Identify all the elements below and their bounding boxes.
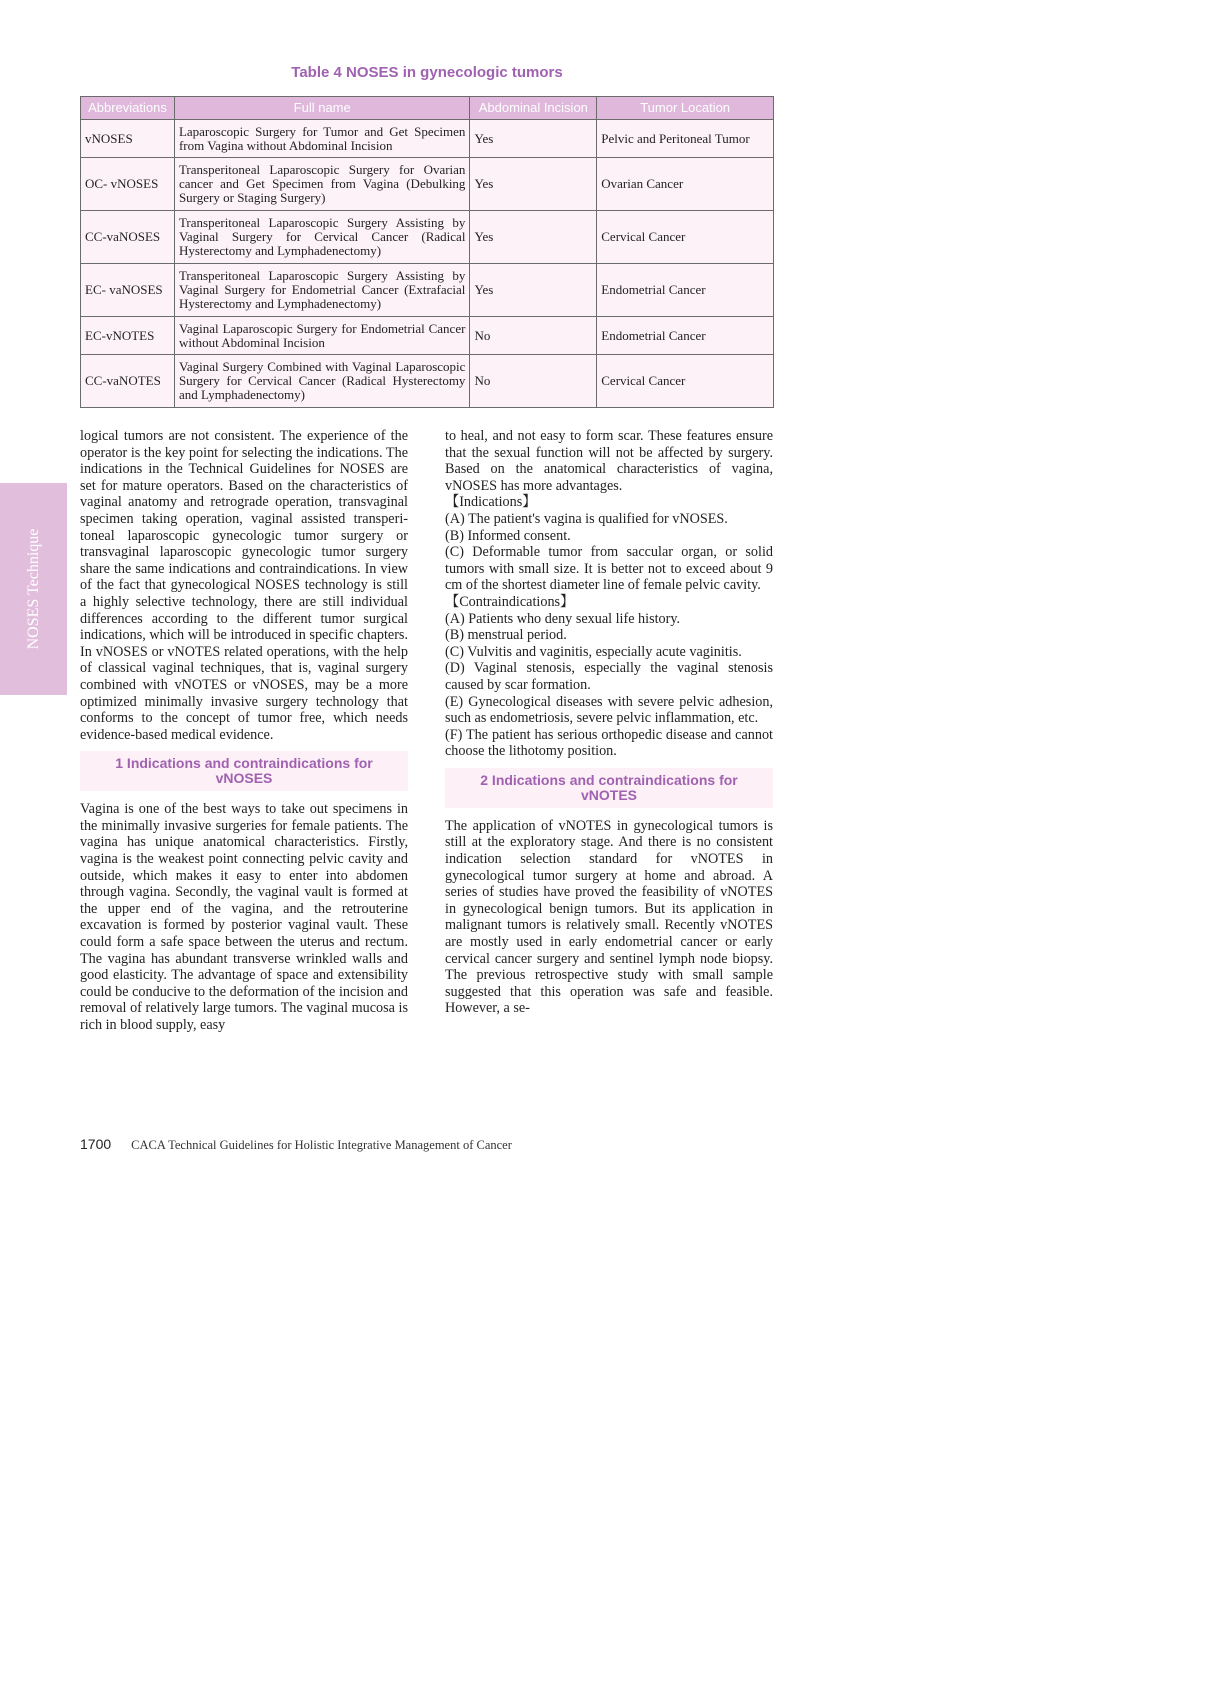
side-tab-label: NOSES Technique bbox=[24, 528, 42, 650]
cell-full-name: Laparoscopic Surgery for Tumor and Get Specimen from Vagina without Abdominal Incision bbox=[174, 120, 469, 158]
cell-abbreviation: CC-vaNOSES bbox=[81, 211, 175, 264]
cell-abbreviation: CC-vaNOTES bbox=[81, 355, 175, 408]
cell-abdominal-incision: No bbox=[470, 317, 597, 355]
list-item: (E) Gynecological diseases with severe pelvic adhesion, such as endometriosis, severe pelvic inflammation, etc. bbox=[445, 693, 773, 727]
cell-abdominal-incision: Yes bbox=[470, 120, 597, 158]
page-footer bbox=[80, 1136, 512, 1153]
section-heading-vnoses: 1 Indications and contraindications for vNOSES bbox=[80, 751, 408, 791]
header-full-name: Full name bbox=[174, 97, 469, 120]
body-paragraph: The application of vNOTES in gynecological tumors is still at the exploratory stage. And there is no consistent indication selection standard for vNOTES in gynecological tumor surgery at home and abroad. A series of studies have proved the feasibility of vNOTES in gynecological benign tumors. But its application in malignant tumors is relatively small. Recently vNOTES are mostly used in early endometrial cancer or early cervical cancer surgery and sentinel lymph node biopsy. The previous retrospective study with small sample suggested that this operation was safe and feasible. However, a se- bbox=[445, 817, 773, 1017]
list-item: (C) Deformable tumor from saccular organ, or solid tumors with small size. It is better not to exceed about 9 cm of the shortest diameter line of female pelvic cavity. bbox=[445, 544, 773, 594]
header-abdominal-incision: Abdominal Incision bbox=[470, 97, 597, 120]
table-row bbox=[81, 158, 774, 211]
header-tumor-location: Tumor Location bbox=[597, 97, 774, 120]
section-heading-vnotes: 2 Indications and contraindications for vNOTES bbox=[445, 768, 773, 808]
cell-abbreviation: OC- vNOSES bbox=[81, 158, 175, 211]
right-column bbox=[445, 428, 773, 1017]
indications-label: 【Indications】 bbox=[445, 494, 537, 511]
list-item: (A) Patients who deny sexual life history. bbox=[445, 610, 681, 627]
table-title: Table 4 NOSES in gynecologic tumors bbox=[291, 64, 563, 81]
table-row bbox=[81, 317, 774, 355]
table-header-row bbox=[81, 97, 774, 120]
cell-full-name: Vaginal Surgery Combined with Vaginal Laparoscopic Surgery for Cervical Cancer (Radical Hysterectomy and Lymphadenectomy) bbox=[174, 355, 469, 408]
cell-abbreviation: EC-vNOTES bbox=[81, 317, 175, 355]
list-item: (D) Vaginal stenosis, especially the vaginal stenosis caused by scar formation. bbox=[445, 660, 773, 693]
cell-tumor-location: Endometrial Cancer bbox=[597, 264, 774, 317]
table-row bbox=[81, 120, 774, 158]
table-row bbox=[81, 355, 774, 408]
cell-abdominal-incision: No bbox=[470, 355, 597, 408]
list-item: (F) The patient has serious orthopedic disease and cannot choose the lithotomy position. bbox=[445, 726, 773, 760]
list-item: (B) menstrual period. bbox=[445, 627, 567, 644]
table-row bbox=[81, 264, 774, 317]
cell-full-name: Transperitoneal Laparoscopic Surgery Assisting by Vaginal Surgery for Cervical Cancer (Radical Hysterectomy and Lymphadenectomy) bbox=[174, 211, 469, 264]
cell-full-name: Transperitoneal Laparoscopic Surgery Assisting by Vaginal Surgery for Endometrial Cancer (Extrafacial Hysterectomy and Lymphadenectomy) bbox=[174, 264, 469, 317]
list-item: (A) The patient's vagina is qualified for vNOSES. bbox=[445, 510, 728, 527]
cell-abdominal-incision: Yes bbox=[470, 211, 597, 264]
book-title: CACA Technical Guidelines for Holistic Integrative Management of Cancer bbox=[131, 1138, 512, 1152]
body-paragraph: logical tumors are not consistent. The experience of the operator is the key point for selecting the indications. The indications in the Technical Guidelines for NOSES are set for mature operators. Based on the characteristics of vaginal anatomy and retrograde operation, transvaginal specimen taking operation, vaginal assisted transperitoneal laparoscopic gynecologic tumor surgery or transvaginal laparoscopic gynecologic tumor surgery share the same indications and contraindications. In view of the fact that gynecological NOSES technology is still a highly selective technology, there are still individual differences according to the different tumor surgical indications, which will be introduced in specific chapters. In vNOSES or vNOTES related operations, with the help of classical vaginal techniques, that is, vaginal surgery combined with vNOTES or vNOSES, may be a more optimized minimally invasive surgery technology that conforms to the concept of tumor free, which needs evidence-based medical evidence. bbox=[80, 428, 408, 743]
section-side-tab bbox=[0, 483, 67, 695]
cell-full-name: Transperitoneal Laparoscopic Surgery for Ovarian cancer and Get Specimen from Vagina (Debulking Surgery or Staging Surgery) bbox=[174, 158, 469, 211]
cell-tumor-location: Ovarian Cancer bbox=[597, 158, 774, 211]
left-column bbox=[80, 428, 408, 1034]
cell-tumor-location: Cervical Cancer bbox=[597, 211, 774, 264]
list-item: (B) Informed consent. bbox=[445, 527, 571, 544]
cell-abdominal-incision: Yes bbox=[470, 158, 597, 211]
noses-table bbox=[80, 96, 774, 408]
body-paragraph: Vagina is one of the best ways to take out specimens in the minimally invasive surgeries for female patients. The vagina has unique anatomical characteristics. Firstly, vagina is the weakest point connecting pelvic cavity and outside, which makes it easy to enter into abdomen through vagina. Secondly, the vaginal vault is formed at the upper end of the vagina, and the retrouterine excavation is formed by posterior vaginal vault. These could form a safe space between the uterus and rectum. The vagina has abundant transverse wrinkled walls and good elasticity. The advantage of space and extensibility could be conducive to the deformation of the incision and removal of relatively large tumors. The vaginal mucosa is rich in blood supply, easy bbox=[80, 801, 408, 1033]
cell-abbreviation: EC- vaNOSES bbox=[81, 264, 175, 317]
header-abbreviations: Abbreviations bbox=[81, 97, 175, 120]
cell-tumor-location: Endometrial Cancer bbox=[597, 317, 774, 355]
page-number: 1700 bbox=[80, 1136, 112, 1152]
cell-abbreviation: vNOSES bbox=[81, 120, 175, 158]
cell-full-name: Vaginal Laparoscopic Surgery for Endometrial Cancer without Abdominal Incision bbox=[174, 317, 469, 355]
cell-tumor-location: Pelvic and Peritoneal Tumor bbox=[597, 120, 774, 158]
contraindications-label: 【Contraindications】 bbox=[445, 593, 575, 610]
table-row bbox=[81, 211, 774, 264]
cell-abdominal-incision: Yes bbox=[470, 264, 597, 317]
cell-tumor-location: Cervical Cancer bbox=[597, 355, 774, 408]
list-item: (C) Vulvitis and vaginitis, especially acute vaginitis. bbox=[445, 643, 742, 660]
body-paragraph: to heal, and not easy to form scar. These features ensure that the sexual function will not be affected by surgery. Based on the anatomical characteristics of vagina, vNOSES has more advantages. bbox=[445, 428, 773, 494]
